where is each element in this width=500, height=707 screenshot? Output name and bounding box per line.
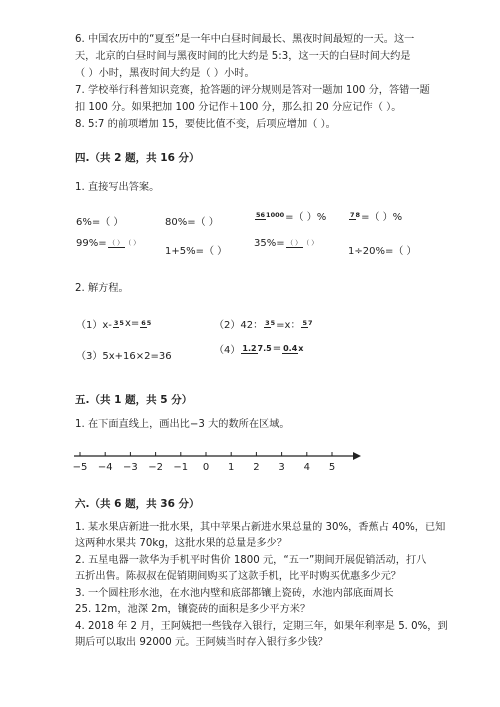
equation-text: 35%= [254, 238, 285, 249]
fraction-numerator: （ ） [108, 238, 124, 247]
fraction [255, 212, 284, 220]
number-line-tick-label: 0 [202, 462, 210, 473]
fraction [140, 320, 151, 328]
fraction-numerator: 1.2 [242, 343, 257, 353]
number-line-tick-label: −4 [97, 462, 113, 473]
section-6-heading: 六.（共 6 题，共 36 分） [75, 498, 200, 510]
fraction-denominator: 1000 [266, 210, 285, 219]
number-line-tick-label: 3 [278, 462, 285, 473]
equation-text: （2）42： [214, 320, 264, 331]
fraction [113, 320, 124, 328]
calc-80-percent: 80%=（ ） [165, 217, 219, 228]
calc-99-percent [76, 238, 141, 249]
number-line-tick-label: 2 [253, 462, 260, 473]
fraction-denominator: 5 [146, 318, 152, 327]
equation-text: =（ ）% [285, 212, 327, 223]
fraction [286, 240, 318, 248]
number-line-tick-label: 5 [328, 462, 336, 473]
equation-text: =x： [276, 320, 301, 331]
fraction-numerator: 3 [113, 318, 119, 327]
calc-7-over-8 [348, 208, 402, 223]
fraction-denominator: 7 [307, 318, 313, 327]
number-line-tick-label: −3 [123, 462, 138, 473]
fraction-numerator: 0.4 [283, 343, 298, 353]
calc-35-percent [254, 238, 319, 249]
s6-q1-line-2: 这两种水果共 70kg，这批水果的总量是多少？ [75, 538, 287, 549]
equation-text: = [272, 343, 282, 354]
equation-2 [214, 316, 314, 331]
fraction-numerator: 3 [265, 318, 270, 327]
q8-line-1: 8. 5:7 的前项增加 15，要使比值不变，后项应增加（ ）。 [75, 119, 336, 130]
number-line-tick-label: 1 [228, 462, 235, 473]
s6-q4-line-2: 期后可以取出 92000 元。王阿姨当时存入银行多少钱？ [75, 637, 328, 648]
number-line-tick-label: −5 [72, 462, 88, 473]
s6-q4-line-1: 4. 2018 年 2 月，王阿姨把一些钱存入银行，定期三年，如果年利率是 5. 0%，到 [75, 621, 448, 632]
s6-q3-line-2: 25. 12m，池深 2m，镶瓷砖的面积是多少平方米？ [75, 604, 311, 615]
q6-line-3: （ ）小时，黑夜时间大约是（ ）小时。 [75, 68, 255, 79]
q6-line-1: 6. 中国农历中的“夏至”是一年中白昼时间最长、黑夜时间最短的一天。这一 [75, 34, 415, 45]
s4-q1-title: 1. 直接写出答案。 [75, 182, 160, 193]
fraction-denominator: x [298, 343, 304, 353]
s5-q1: 1. 在下面直线上，画出比−3 大的数所在区域。 [75, 419, 290, 430]
number-line-ticks [73, 452, 336, 473]
fraction-numerator: 6 [141, 318, 146, 327]
fraction-numerator: 7 [350, 210, 355, 219]
q6-line-2: 天，北京的白昼时间与黑夜时间的比大约是 5:3，这一天的白昼时间大约是 [75, 51, 411, 62]
s6-q2-line-1: 2. 五星电器一款华为手机平时售价 1800 元，“五一”期间开展促销活动，打八 [75, 555, 427, 566]
fraction [108, 240, 140, 248]
equation-text: （4） [214, 345, 241, 356]
section-4-heading: 四.（共 2 题，共 16 分） [75, 152, 200, 164]
fraction [349, 212, 360, 220]
s4-q2-title: 2. 解方程。 [75, 283, 129, 294]
equation-text: 99%= [76, 238, 107, 249]
section-5-heading: 五.（共 1 题，共 5 分） [75, 394, 193, 406]
fraction [264, 320, 275, 328]
equation-text: （1）x- [76, 320, 112, 331]
number-line-tick-label: 4 [303, 462, 310, 473]
q7-line-1: 7. 学校举行科普知识竞赛，抢答题的评分规则是答对一题加 100 分，答错一题 [75, 85, 430, 96]
s6-q2-line-2: 五折出售。陈叔叔在促销期间购买了这款手机，比平时购买优惠多少元？ [75, 571, 401, 582]
fraction-denominator: 5 [270, 318, 276, 327]
fraction-denominator: （ ） [302, 238, 318, 247]
equation-4 [214, 341, 304, 356]
calc-6-percent: 6%=（ ） [76, 217, 124, 228]
fraction [301, 320, 312, 328]
fraction-denominator: 8 [355, 210, 361, 219]
equation-3: （3）5x+16×2=36 [76, 351, 172, 362]
calc-1-div-20-percent: 1÷20%=（ ） [348, 246, 417, 257]
number-line-tick-label: −1 [173, 462, 189, 473]
fraction-numerator: （ ） [286, 238, 302, 247]
calc-56-over-1000 [254, 208, 326, 223]
fraction-denominator: 7.5 [257, 343, 272, 353]
equation-text: x= [124, 318, 140, 329]
number-line [70, 445, 370, 475]
arrow-head-icon [353, 452, 361, 460]
q7-line-2: 扣 100 分。如果把加 100 分记作＋100 分，那么扣 20 分应记作（ ）。 [75, 102, 402, 113]
fraction [241, 344, 271, 354]
fraction-denominator: 5 [119, 318, 124, 327]
fraction-denominator: （ ） [124, 238, 140, 247]
fraction [282, 344, 303, 354]
s6-q3-line-1: 3. 一个圆柱形水池，在水池内壁和底部都镶上瓷砖，水池内部底面周长 [75, 588, 394, 599]
s6-q1-line-1: 1. 某水果店新进一批水果，其中苹果占新进水果总量的 30%，香蕉占 40%，已知 [75, 522, 446, 533]
calc-1-plus-5-percent: 1+5%=（ ） [165, 246, 228, 257]
fraction-numerator: 56 [256, 210, 266, 219]
fraction-numerator: 5 [302, 318, 307, 327]
number-line-tick-label: −2 [148, 462, 163, 473]
equation-text: =（ ）% [361, 212, 403, 223]
equation-1 [76, 316, 152, 331]
